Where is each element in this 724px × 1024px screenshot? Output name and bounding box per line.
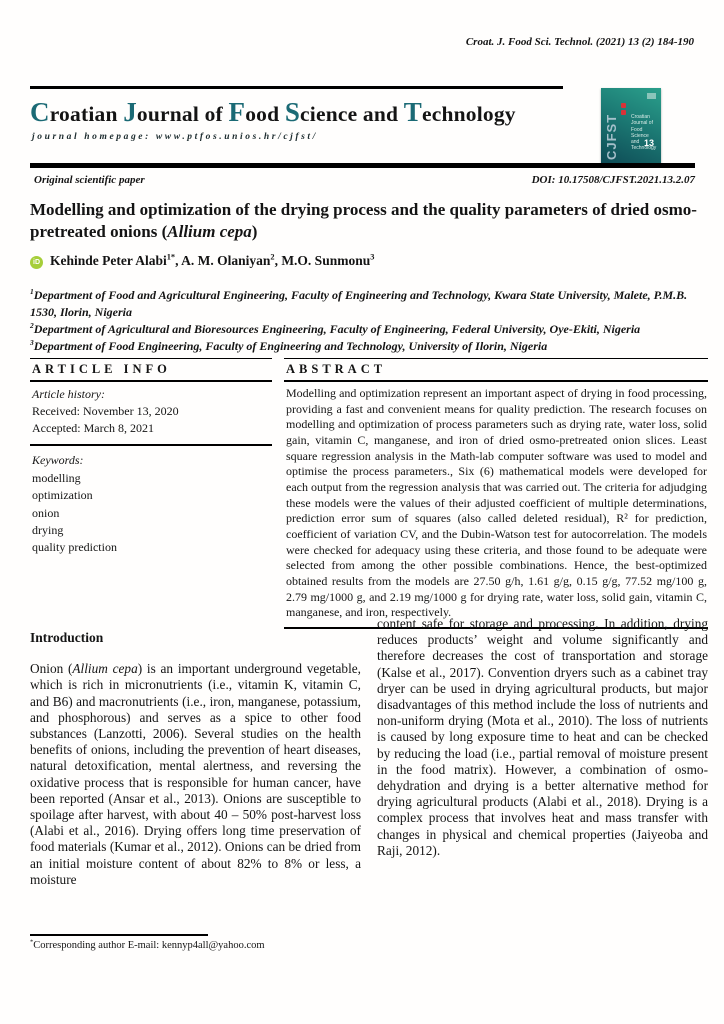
footnote-block bbox=[30, 934, 265, 951]
author-names: Kehinde Peter Alabi$^{1*}$, A. M. Olaniyan$^2$, M.O. Sunmonu$^3$ bbox=[50, 252, 375, 268]
authors-line bbox=[30, 253, 374, 269]
received-date: Received: November 13, 2020 bbox=[32, 403, 179, 418]
body-columns bbox=[30, 616, 708, 888]
cover-logo-mark bbox=[647, 93, 656, 99]
paper-type-label: Original scientific paper bbox=[34, 174, 145, 186]
affiliation-2: $^2$Department of Agricultural and Bioresources Engineering, Faculty of Engineering, Federal University, Oye-Ekiti, Nigeria bbox=[30, 321, 641, 337]
introduction-paragraph-right: content safe for storage and processing. In addition, drying reduces products’ weight and volume significantly and therefore decreases the cost of transportation and storage (Kalse et al., 2017). Convention dryers such as a cabinet tray dryer can be used in drying agricultural products, but major disadvantages of this method include the loss of nutrients and non-uniform drying (Mota et al., 2010). The loss of nutrients is caused by long exposure time to heat and can be checked by reducing the load (i.e., partial removal of moisture present in the food matrix). However, a combination of osmo-dehydration and drying is a better alternative method for drying agricultural products (Alabi et al., 2018). Drying is a complex process that involves heat and mass transfer with changes in physical and chemical properties (Jaiyeoba and Raji, 2012). bbox=[377, 616, 708, 858]
journal-title: Croatian Journal of Food Science and Technology bbox=[30, 97, 516, 127]
introduction-paragraph-left: Onion (Allium cepa) is an important underground vegetable, which is rich in micronutrients (i.e., vitamin K, vitamin C, and B6) and macronutrients (i.e., iron, manganese, potassium, and phosphorous) and serves as a spice to other food substances (Lanzotti, 2006). Several studies on the health benefits of onions, including the prevention of heart diseases, natural detoxification, mental alertness, and reversing the oxidative process that is responsible for human cancer, have been reported (Ansar et al., 2013). Onions are susceptible to spoilage after harvest, with about 40 – 50% post-harvest loss (Alabi et al., 2016). Drying offers long time preservation of food materials (Kumar et al., 2012). Onions can be dried from an initial moisture content of about 82% to 8% or less, a moisture bbox=[30, 661, 361, 887]
affiliation-3: $^3$Department of Food Engineering, Faculty of Engineering and Technology, University of Ilorin, Nigeria bbox=[30, 338, 548, 354]
keywords-label: Keywords: bbox=[32, 453, 84, 468]
keyword-item: quality prediction bbox=[32, 540, 117, 555]
keyword-item: drying bbox=[32, 522, 64, 537]
keyword-item: optimization bbox=[32, 488, 93, 503]
article-info-heading: ARTICLE INFO bbox=[30, 358, 272, 382]
running-head: Croat. J. Food Sci. Technol. (2021) 13 (2) 184-190 bbox=[465, 36, 694, 48]
accepted-date: Accepted: March 8, 2021 bbox=[32, 420, 154, 435]
cover-volume-number: 13 bbox=[643, 138, 654, 148]
keywords-block bbox=[30, 446, 272, 556]
doi-label: DOI: 10.17508/CJFST.2021.13.2.07 bbox=[531, 174, 695, 186]
journal-cover-thumbnail bbox=[601, 88, 661, 164]
corresponding-author-note: *Corresponding author E-mail: kennyp4all@yahoo.com bbox=[30, 938, 265, 951]
meta-row bbox=[34, 174, 695, 186]
left-column bbox=[30, 616, 361, 888]
article-history-label: Article history: bbox=[32, 387, 105, 401]
article-history-block bbox=[30, 382, 272, 446]
header-bottom-bar bbox=[30, 163, 695, 168]
abstract-text: Modelling and optimization represent an important aspect of drying in food processing, providing a fast and convenient means for quality prediction. The research focuses on modelling and optimization of process parameters such as drying rate, water loss, solid gain, vitamin C, manganese, and iron of dried osmo-pretreated onion slices. Least square regression analysis in the Math-lab computer software was used to model and optimise the process parameters., Six (6) mathematical models were developed for each output from the regression analysis that was carried out. The criteria for adjudging these models were the values of their adjusted coefficient of multiple determinations, prediction error sum of squares (also called deleted residual), R² for prediction, coefficient of variation CV, and the Dubin-Watson test for autocorrelation. The models were checked for adequacy using these criteria, and those found to be adequate were selected from among the other possible combinations. Hence, the best-optimized obtained results from the models are 27.50 g/h, 1.61 g/g, 0.15 g/g, 77.52 mg/100 g, 2.79 mg/1000 g, and 2.19 mg/1000 g for drying rate, water loss, solid gain, vitamin C, manganese, and iron, respectively. bbox=[284, 382, 708, 629]
keyword-item: modelling bbox=[32, 470, 81, 485]
cover-red-dots-icon bbox=[621, 103, 626, 117]
article-info-abstract-block bbox=[30, 358, 708, 629]
cover-acronym-text: CJFST bbox=[604, 113, 619, 160]
footnote-rule bbox=[30, 934, 208, 936]
abstract-heading: ABSTRACT bbox=[284, 358, 708, 382]
keywords-list bbox=[32, 470, 272, 557]
keyword-item: onion bbox=[32, 505, 60, 520]
paper-title: Modelling and optimization of the drying process and the quality parameters of dried osmo-pretreated onions (Allium cepa) bbox=[30, 200, 697, 242]
journal-homepage-url: journal homepage: www.ptfos.unios.hr/cjfst/ bbox=[32, 132, 318, 142]
introduction-heading: Introduction bbox=[30, 630, 104, 645]
article-info-column bbox=[30, 358, 272, 629]
affiliations-block bbox=[30, 287, 694, 355]
orcid-icon: iD bbox=[30, 256, 43, 269]
affiliation-1: $^1$Department of Food and Agricultural Engineering, Faculty of Engineering and Technology, Kwara State University, Malete, P.M.B. 1530, Ilorin, Nigeria bbox=[30, 287, 688, 320]
right-column bbox=[377, 616, 708, 888]
abstract-column bbox=[284, 358, 708, 629]
cover-title-text: Croatian Journal of Food Science and Technology bbox=[631, 114, 657, 152]
header-top-rule bbox=[30, 86, 563, 89]
